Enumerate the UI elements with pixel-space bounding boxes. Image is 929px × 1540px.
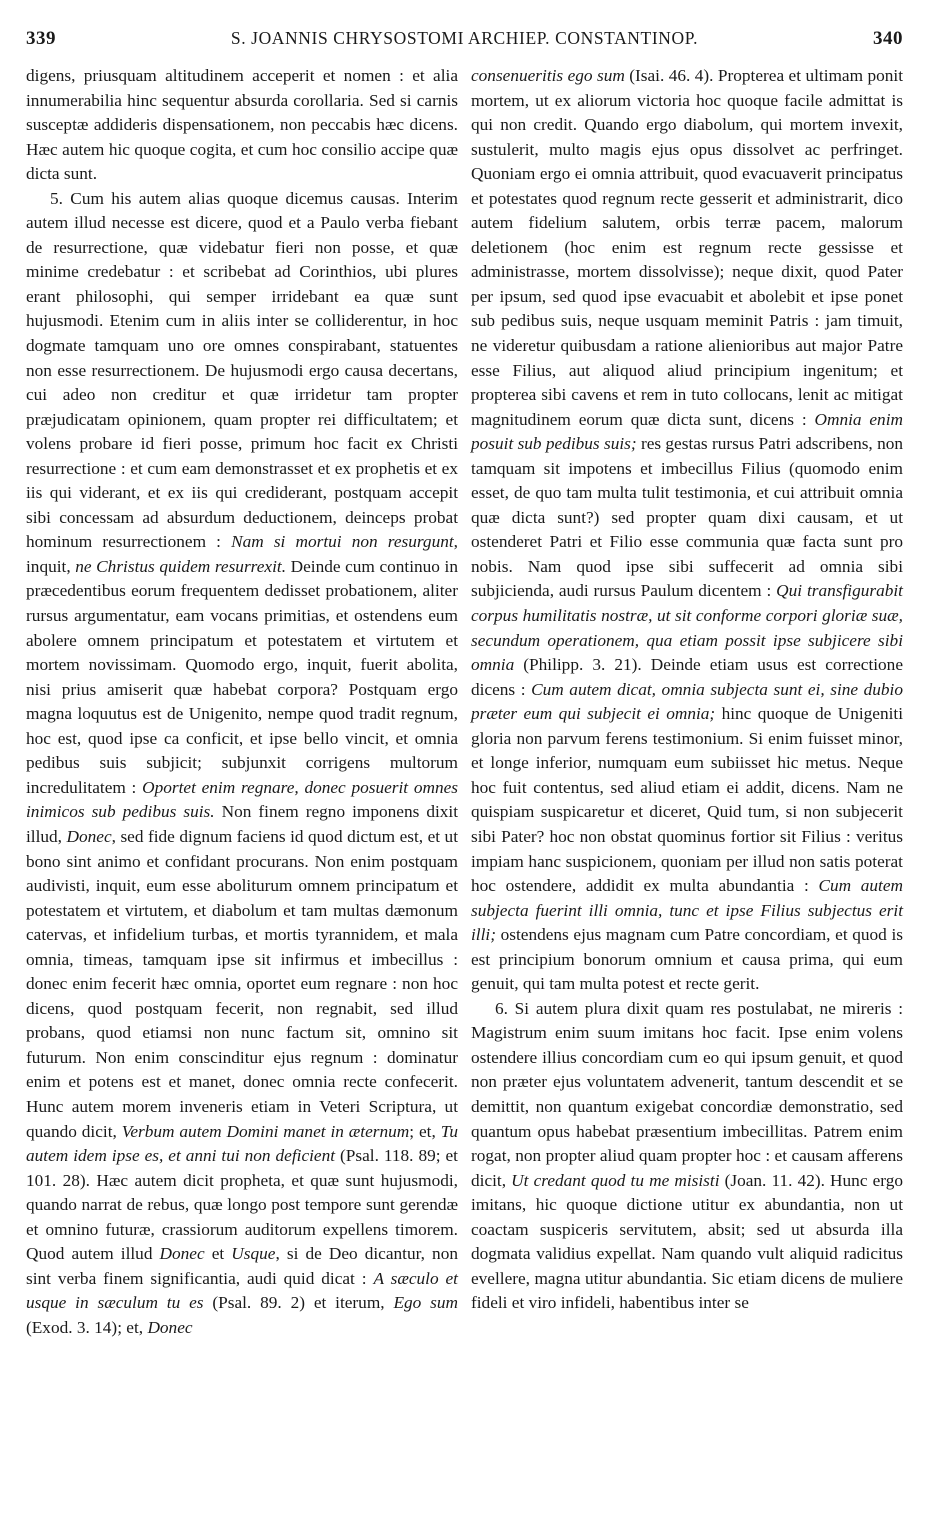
quote-run: consenueritis ego sum xyxy=(471,66,625,85)
quote-run: Cum autem dicat, omnia subjecta sunt ei, sine dubio præter eum qui subjecit ei omnia; xyxy=(471,679,903,724)
text-run: res gestas rursus Patri adscribens, non tamquam sit impotens et imbecillus Filius (quomodo enim esset, de quo tam multa tulit testimonia, et cui attribuit omnia quæ dicta sunt?) sed propter quam dixi causam, et ut ostenderet Patri et Filio esse communia quæ facta sunt pro nobis. Nam quod ipse sibi suffecerit ad omnia sibi subjicienda, audi rursus Paulum dicentem : xyxy=(471,434,903,601)
text-run: (Philipp. 3. 21). Deinde etiam usus est correctione dicens : xyxy=(471,655,903,699)
quote-run: Ego sum xyxy=(393,1293,458,1313)
quote-run: ne Christus quidem resurrexit. xyxy=(75,556,287,576)
quote-run: Donec xyxy=(147,1317,193,1337)
text-run: , sed fide dignum faciens id quod dictum est, et ut bono sint animo et confidant procurans. Non enim postquam audivisti, inquit, eum esse aboliturum omnem principatum et potestatem et virtutem, et diabolum et tam multas dæmonum catervas, et infidelium turbas, et mortis tyrannidem, et mala omnia, timeas, tamquam ipse sit infirmus et imbecillus : donec enim fecerit hæc omnia, oportet eum regnare : non hoc dicens, quod postquam fecerit, non regnabit, sed illud probans, quod etiamsi non nunc factum sit, omnino sit futurum. Non enim conscinditur ejus regnum : dominatur enim et potens est et manet, donec omnia recte confecerit. Hunc autem morem inveneris etiam in Veteri Scriptura, ut quando dicit, xyxy=(26,826,458,1141)
text-run: 6. Si autem plura dixit quam res postulabat, ne mireris : Magistrum enim suum imitans hoc facit. Ipse enim volens ostendere illius concordiam cum eo qui ipsum genuit, et quod non præter ejus voluntatem advenerit, tantum descendit et se demittit, non quantum exigebat concordiæ demonstratio, sed quantum opus habebat præsentium imbecillitas. Patrem enim rogat, non propter aliud quam propter hoc : et causam afferens dicit, xyxy=(471,998,903,1190)
running-header xyxy=(26,28,903,58)
paragraph xyxy=(26,187,458,1341)
quote-run: Qui transfigurabit corpus humilitatis nostræ, ut sit conforme corpori gloriæ suæ, secundum operationem, qua etiam possit ipse subjicere sibi omnia xyxy=(471,581,903,675)
quote-run: A sæculo et usque in sæculum tu es xyxy=(26,1268,458,1313)
text-run: hinc quoque de Unigeniti gloria non parvum ferens testimonium. Si enim fuisset minor, et longe inferior, numquam eum subiisset hic metus. Neque hoc fuit contentus, sed aliud etiam ei addit, dicens. Nam ne quispiam suspicaretur et diceret, Quid tum, si non subjecerit sibi Pater? hoc non obstat quominus fortior sit Filius : veritus impiam hanc suspicionem, quoniam per illud non satis poterat hoc ostendere, addidit ex multa abundantia : xyxy=(471,704,904,896)
text-run: (Isai. 46. 4). Propterea et ultimam ponit mortem, ut ex aliorum victoria hoc quoque facile admittat is qui non credit. Quando ergo diabolum, qui mortem invexit, sustulerit, multo magis ejus opus dissolvet ac perfringet. Quoniam ergo ei omnia attribuit, quod evacuaverit principatus et potestates quod regnum recte gesserit et administrarit, dico autem fidelium salutem, orbis terræ pacem, malorum deletionem (hoc enim est regnum recte gessisse et administrasse, mortem dissolvisse); neque dixit, quod Pater per ipsum, sed quod ipse evacuabit et abolebit et ipse ponet sub pedibus suis, neque usquam meminit Patris : jam timuit, ne videretur quibusdam a ratione alienioribus aut major Patre esse Filius, aut aliquod aliud principium ingenitum; et propterea sibi cavens et rem in tuto collocans, lenit ac mitigat magnitudinem eorum quæ dicta sunt, dicens : xyxy=(471,66,904,429)
text-run: Non finem regno imponens dixit illud, xyxy=(26,802,459,846)
text-run: ostendens ejus magnam cum Patre concordiam, et quod is est principium bonorum omnium et causa prima, qui eum genuit, qui tam multa potest et recte gerit. xyxy=(471,925,903,994)
right-page-number: 340 xyxy=(872,28,903,49)
quote-run: Donec xyxy=(159,1244,205,1264)
paragraph xyxy=(471,64,903,997)
text-run: ; et, xyxy=(409,1121,441,1141)
right-column xyxy=(471,64,903,1340)
quote-run: Ut credant quod tu me misisti xyxy=(511,1170,720,1190)
left-page-number: 339 xyxy=(26,28,56,49)
text-run: 5. Cum his autem alias quoque dicemus causas. Interim autem illud necesse est dicere, quod et a Paulo verba fiebant de resurrectione, quæ videbatur fieri non posse, et quæ minime credebatur : et scribebat ad Corinthios, ubi plures erant philosophi, qui semper irridebant ea quæ sunt hujusmodi. Etenim cum in aliis inter se colliderentur, in hoc dogmate tamquam uno ore omnes conspirabant, statuentes non esse resurrectionem. De hujusmodi ergo causa decertans, cui adeo non creditur et quæ irridetur tam propter præjudicatam opinionem, quam propter rei difficultatem; et volens probare id fieri posse, primum hoc facit ex Christi resurrectione : et cum eam demonstrasset et ex prophetis et ex iis qui viderant, et ex iis qui crediderant, postquam accepit sibi concessam ad absurdum deductionem, deinceps probat hominum resurrectionem : xyxy=(26,188,458,552)
text-run: , si de Deo dicantur, non sint verba finem significantia, audi quid dicat : xyxy=(26,1244,458,1288)
quote-run: Cum autem subjecta fuerint illi omnia, tunc et ipse Filius subjectus erit illi; xyxy=(471,876,904,945)
quote-run: Usque xyxy=(231,1244,276,1264)
text-run: (Psal. 118. 89; et 101. 28). Hæc autem dicit propheta, et quæ sunt hujusmodi, quando narrat de rebus, quæ longo post tempore sunt gerendæ et omnino futuræ, crassiorum auditorum expellens timorem. Quod autem illud xyxy=(26,1146,458,1264)
text-run: et xyxy=(204,1244,232,1264)
text-run: (Psal. 89. 2) et iterum, xyxy=(203,1293,394,1313)
quote-run: Verbum autem Domini manet in æternum xyxy=(121,1121,410,1141)
left-column xyxy=(26,64,458,1340)
paragraph xyxy=(471,997,903,1316)
quote-run: Oportet enim regnare, donec posuerit omnes inimicos sub pedibus suis. xyxy=(26,777,458,822)
quote-run: Omnia enim posuit sub pedibus suis; xyxy=(471,409,903,454)
running-title: S. JOANNIS CHRYSOSTOMI ARCHIEP. CONSTANTINOP. xyxy=(230,28,699,48)
quote-run: Donec xyxy=(66,826,112,846)
text-run: , inquit, xyxy=(26,532,458,576)
text-run: Deinde cum continuo in præcedentibus eorum frequentem dedisset probationem, aliter rursus argumentatur, eam vocans primitias, et ostendens eum abolere omnem principatum et potestatem et virtutem et mortem novissimam. Quomodo ergo, inquit, fuerit abolita, nisi prius amiserit quæ habebat corpora? Postquam ergo magna loquutus est de Unigenito, nempe quod tradit regnum, hoc est, quod ipse ca conficit, et ipse bello vincit, et omnia pedibus suis subjicit; subjunxit corrigens multorum incredulitatem : xyxy=(26,556,458,797)
quote-run: Nam si mortui non resurgunt xyxy=(231,532,454,552)
text-run: (Joan. 11. 42). Hunc ergo imitans, hic quoque dictione utitur ex abundantia, non ut coactam suspiceris servitutem, absit; sed ut absurda illa dogmata validius expellat. Nam quando vult aliquid radicitus evellere, magna utitur abundantia. Sic etiam dicens de muliere fideli et viro infideli, habentibus inter se xyxy=(471,1170,904,1313)
text-run: (Exod. 3. 14); et, xyxy=(26,1317,148,1337)
quote-run: Tu autem idem ipse es, et anni tui non deficient xyxy=(26,1121,458,1166)
text-columns xyxy=(26,64,903,1340)
paragraph: digens, priusquam altitudinem acceperit et nomen : et alia innumerabilia hinc sequentur absurda corollaria. Sed si carnis susceptæ addideris dispensationem, non peccabis hæc dicens. Hæc autem hic quoque cogita, et cum hoc consilio accipe quæ dicta sunt. xyxy=(26,66,458,184)
